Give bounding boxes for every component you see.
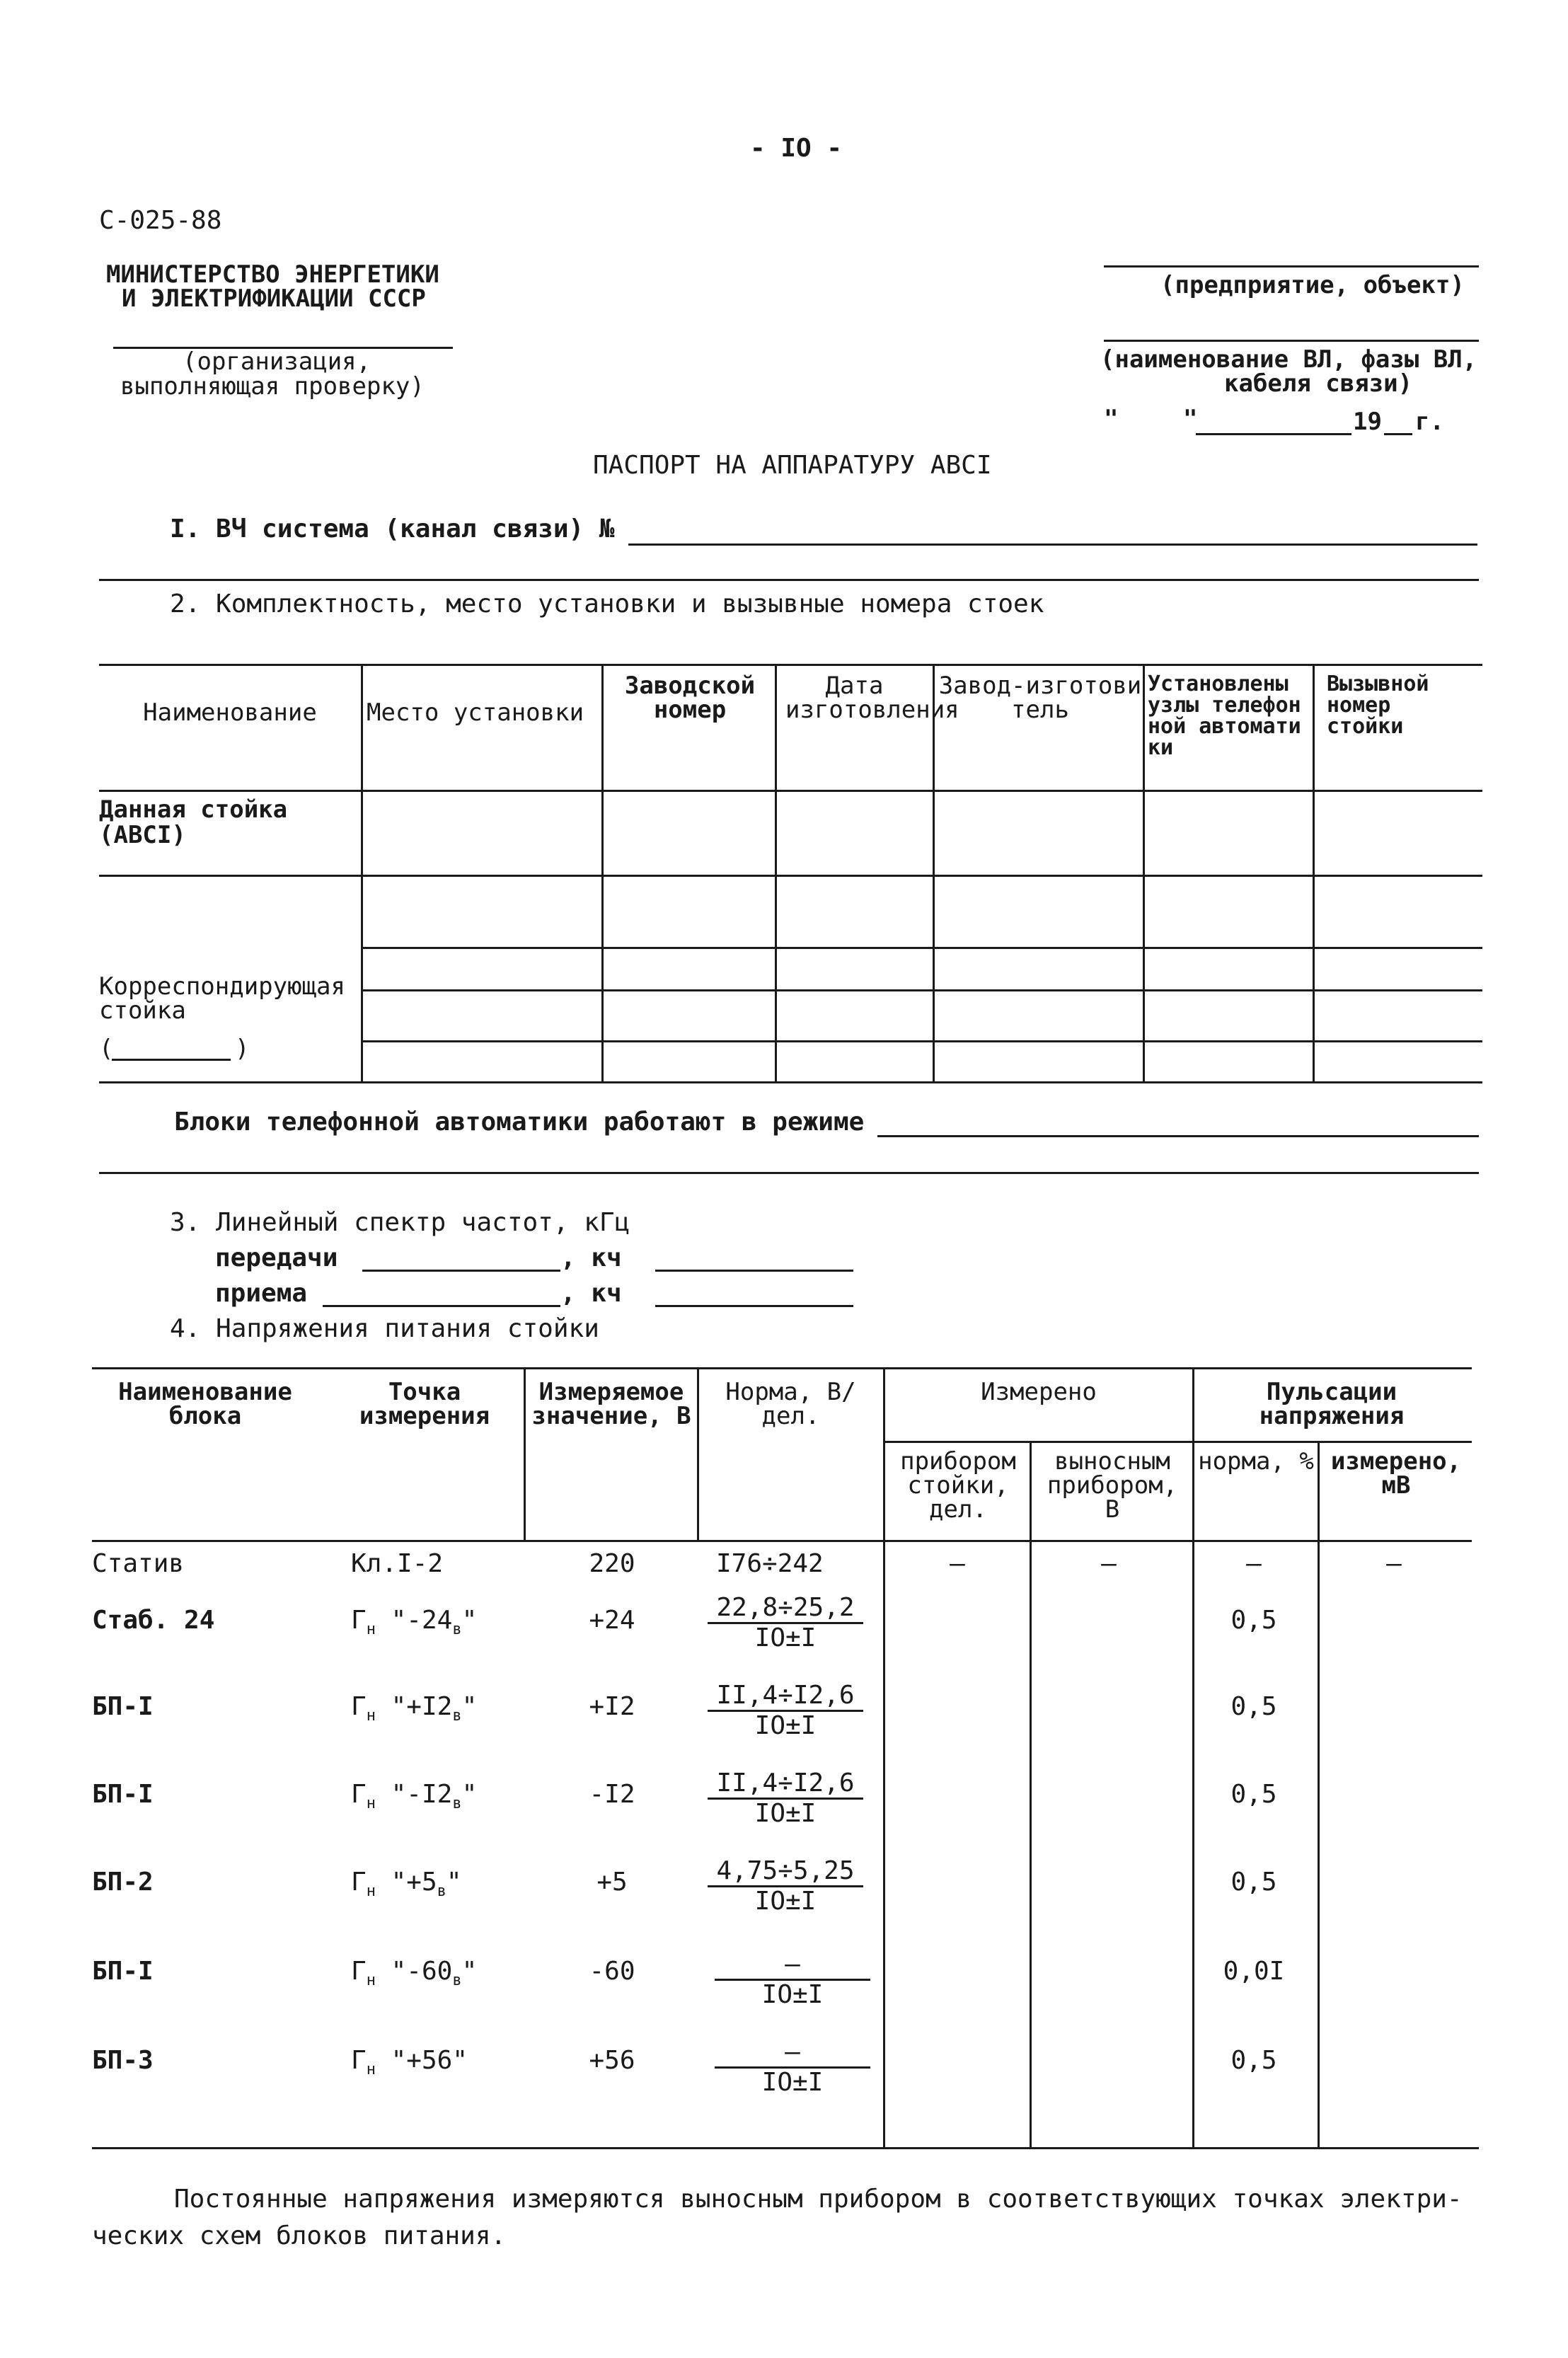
row-value: -60	[589, 1957, 635, 1986]
row-point: $Г_н$ "$-I2_в$"	[351, 1780, 478, 1812]
col-header-install-place: Место установки	[367, 698, 584, 727]
ministry-line2: И ЭЛЕКТРИФИКАЦИИ СССР	[122, 284, 426, 313]
row-block: Стаб. 24	[92, 1606, 215, 1635]
row-norm: I76÷242	[716, 1549, 824, 1578]
col-header-by-external: выносным прибором, В	[1047, 1447, 1178, 1524]
row-point: $Г_н$ "$-24_в$"	[351, 1606, 478, 1638]
row-ripple-norm: 0,5	[1230, 1780, 1277, 1809]
document-code: С-025-88	[99, 206, 222, 235]
org-label-line1: (организация,	[183, 347, 371, 376]
row-ripple-measured: –	[1386, 1549, 1402, 1578]
rx-label: приема	[215, 1279, 308, 1308]
mode-line-label: Блоки телефонной автоматики работают в режиме	[174, 1108, 865, 1137]
row-ripple-norm: 0,5	[1230, 2046, 1277, 2075]
col-header-name: Наименование	[143, 698, 317, 727]
row-corresponding-close-paren: )	[235, 1035, 250, 1063]
line-name-label-line2: кабеля связи)	[1224, 369, 1413, 398]
row-point: Кл.I-2	[351, 1549, 444, 1578]
col-header-manufacturer: Завод-изготовитель	[938, 672, 1142, 724]
row-value: -I2	[589, 1780, 635, 1809]
row-ripple-norm: 0,0I	[1223, 1957, 1285, 1986]
row-this-rack-model: (АВСI)	[99, 821, 186, 849]
row-block: Статив	[92, 1549, 185, 1578]
col-header-mfg-date: Дата изготовления	[785, 672, 959, 724]
page-number: - IO -	[750, 134, 843, 163]
row-block: БП-3	[92, 2046, 154, 2075]
row-rack: –	[950, 1549, 965, 1578]
row-corresponding-rack-label2: стойка	[99, 996, 186, 1025]
tx-kch: , кч	[560, 1243, 622, 1272]
row-norm: – IO±I	[715, 2038, 870, 2097]
row-norm: $\frac{22,8\div 25,2}{IO\pm I}$	[708, 1594, 863, 1652]
col-header-ripple-norm: норма, %	[1198, 1447, 1314, 1476]
row-norm: – IO±I	[715, 1950, 870, 2009]
org-label-line2: выполняющая проверку)	[120, 372, 425, 401]
row-ripple-norm: 0,5	[1230, 1868, 1277, 1897]
row-block: БП-I	[92, 1780, 154, 1809]
date-open-quote: "	[1104, 405, 1119, 433]
col-header-measured: Измерено	[981, 1378, 1097, 1406]
col-header-ripple: Пульсации напряжения	[1259, 1378, 1405, 1430]
tx-label: передачи	[215, 1243, 338, 1272]
date-year-suffix: г.	[1415, 408, 1444, 436]
col-header-ripple-measured: измерено, мВ	[1330, 1447, 1462, 1500]
row-ripple-norm: –	[1246, 1549, 1262, 1578]
row-corresponding-rack-label: Корреспондирующая	[99, 972, 345, 1001]
col-header-point: Точка измерения	[359, 1378, 490, 1430]
row-ripple-norm: 0,5	[1230, 1606, 1277, 1635]
section-2-label: 2. Комплектность, место установки и вызывные номера стоек	[170, 590, 1044, 619]
col-header-block-name: Наименование блока	[118, 1378, 292, 1430]
row-value: +I2	[589, 1692, 635, 1721]
row-norm: $\frac{4,75\div 5,25}{IO\pm I}$	[708, 1857, 863, 1916]
row-external: –	[1101, 1549, 1117, 1578]
row-norm: $\frac{II,4\div I2,6}{IO\pm I}$	[708, 1769, 863, 1828]
col-header-call-number: Вызывной номер стойки	[1327, 672, 1429, 739]
row-ripple-norm: 0,5	[1230, 1692, 1277, 1721]
enterprise-label: (предприятие, объект)	[1160, 271, 1465, 299]
row-point: $Г_н$ "+56"	[351, 2046, 468, 2078]
row-point: $Г_н$ "$+5_в$"	[351, 1868, 462, 1900]
row-value: +24	[589, 1606, 635, 1635]
row-norm: $\frac{II,4\div I2,6}{IO\pm I}$	[708, 1681, 863, 1740]
row-point: $Г_н$ "$-60_в$"	[351, 1957, 478, 1989]
row-value: +56	[589, 2046, 635, 2075]
col-header-by-rack: прибором стойки, дел.	[900, 1447, 1016, 1524]
row-value: +5	[596, 1868, 628, 1897]
ministry-line1: МИНИСТЕРСТВО ЭНЕРГЕТИКИ	[106, 260, 439, 289]
rx-kch: , кч	[560, 1279, 622, 1308]
col-header-measured-value: Измеряемое значение, В	[531, 1378, 691, 1430]
col-header-telephone-automation: Установлены узлы телефонной автоматики	[1148, 672, 1301, 760]
section-3-label: 3. Линейный спектр частот, кГц	[170, 1208, 630, 1237]
document-title: ПАСПОРТ НА АППАРАТУРУ АВСI	[593, 451, 992, 480]
row-corresponding-open-paren: (	[99, 1035, 114, 1063]
date-year-prefix: 19	[1353, 408, 1382, 436]
footer-note-line1: Постоянные напряжения измеряются выносным прибором в соответствующих точках электри-	[174, 2185, 1463, 2214]
row-block: БП-2	[92, 1868, 154, 1897]
row-this-rack-label: Данная стойка	[99, 795, 288, 824]
date-close-quote: "	[1183, 405, 1198, 433]
row-value: 220	[589, 1549, 635, 1578]
section-1-label: I. ВЧ система (канал связи) №	[170, 514, 615, 544]
col-header-serial: Заводской номер	[624, 672, 756, 724]
row-point: $Г_н$ "$+I2_в$"	[351, 1692, 478, 1725]
col-header-norm: Норма, В/дел.	[725, 1378, 856, 1430]
section-4-label: 4. Напряжения питания стойки	[170, 1314, 599, 1343]
row-block: БП-I	[92, 1957, 154, 1986]
row-block: БП-I	[92, 1692, 154, 1721]
footer-note-line2: ческих схем блоков питания.	[92, 2221, 507, 2250]
line-name-label-line1: (наименование ВЛ, фазы ВЛ,	[1100, 345, 1477, 374]
